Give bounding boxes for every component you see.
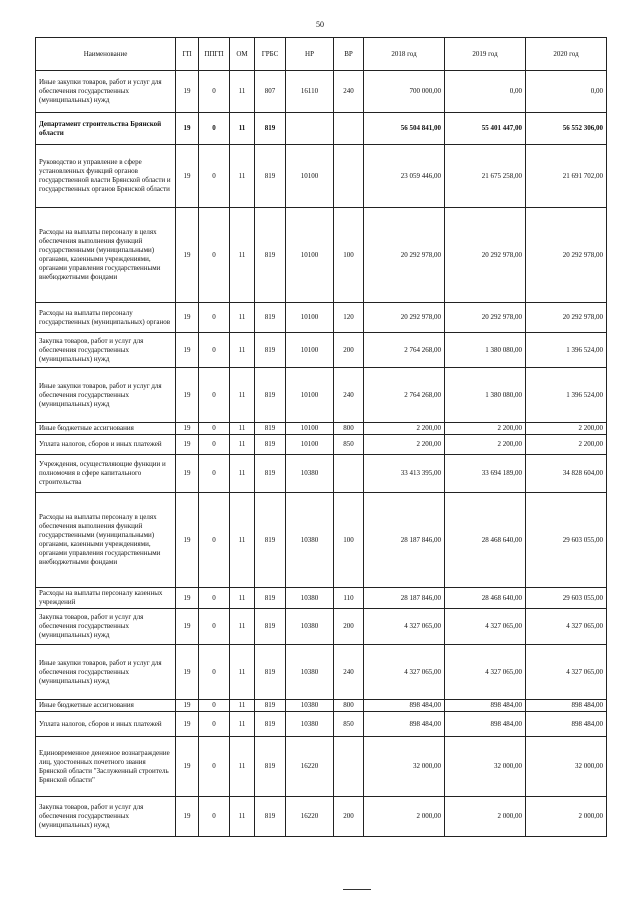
row-vr — [334, 455, 364, 493]
row-vr: 850 — [334, 712, 364, 737]
row-2018: 2 200,00 — [364, 423, 445, 435]
row-nr: 10100 — [286, 423, 334, 435]
row-vr — [334, 113, 364, 145]
row-nr: 10100 — [286, 145, 334, 208]
row-2018: 898 484,00 — [364, 700, 445, 712]
row-vr: 800 — [334, 700, 364, 712]
row-nr: 10100 — [286, 208, 334, 303]
row-ppgp: 0 — [199, 609, 230, 645]
page-number: 50 — [316, 20, 324, 29]
row-om: 11 — [230, 423, 255, 435]
row-grbs: 819 — [255, 700, 286, 712]
row-name: Уплата налогов, сборов и иных платежей — [36, 435, 176, 455]
row-2018: 4 327 065,00 — [364, 645, 445, 700]
row-grbs: 819 — [255, 712, 286, 737]
row-ppgp: 0 — [199, 455, 230, 493]
row-gp: 19 — [176, 303, 199, 333]
row-name: Иные закупки товаров, работ и услуг для обеспечения государственных (муниципальных) нужд — [36, 645, 176, 700]
row-2018: 2 000,00 — [364, 797, 445, 837]
row-2018: 2 764 268,00 — [364, 333, 445, 368]
table-body — [36, 71, 607, 837]
row-om: 11 — [230, 712, 255, 737]
row-om: 11 — [230, 700, 255, 712]
row-2019: 4 327 065,00 — [445, 609, 526, 645]
table-row — [36, 71, 607, 113]
table-row — [36, 493, 607, 588]
row-grbs: 819 — [255, 588, 286, 609]
row-ppgp: 0 — [199, 712, 230, 737]
row-gp: 19 — [176, 455, 199, 493]
row-grbs: 819 — [255, 493, 286, 588]
row-2018: 23 059 446,00 — [364, 145, 445, 208]
row-name: Закупка товаров, работ и услуг для обеспечения государственных (муниципальных) нужд — [36, 797, 176, 837]
row-om: 11 — [230, 303, 255, 333]
row-ppgp: 0 — [199, 303, 230, 333]
row-2020: 20 292 978,00 — [526, 208, 607, 303]
budget-table — [35, 37, 607, 837]
row-om: 11 — [230, 737, 255, 797]
row-2020: 4 327 065,00 — [526, 609, 607, 645]
row-2020: 32 000,00 — [526, 737, 607, 797]
row-gp: 19 — [176, 797, 199, 837]
row-nr: 16220 — [286, 737, 334, 797]
header-ppgp: ППГП — [199, 38, 230, 71]
row-gp: 19 — [176, 208, 199, 303]
row-gp: 19 — [176, 700, 199, 712]
row-nr: 10380 — [286, 645, 334, 700]
row-2019: 20 292 978,00 — [445, 208, 526, 303]
row-grbs: 819 — [255, 303, 286, 333]
row-om: 11 — [230, 71, 255, 113]
row-grbs: 819 — [255, 435, 286, 455]
table-row — [36, 712, 607, 737]
header-vr: ВР — [334, 38, 364, 71]
row-ppgp: 0 — [199, 423, 230, 435]
row-grbs: 819 — [255, 145, 286, 208]
row-name: Единовременное денежное вознаграждение лиц, удостоенных почетного звания Брянской области "Заслуженный строитель Брянской области" — [36, 737, 176, 797]
row-2020: 56 552 306,00 — [526, 113, 607, 145]
row-vr: 120 — [334, 303, 364, 333]
row-2020: 21 691 702,00 — [526, 145, 607, 208]
table-row — [36, 797, 607, 837]
row-2020: 29 603 055,00 — [526, 493, 607, 588]
row-name: Руководство и управление в сфере установленных функций органов государственной власти Брянской области и государственных органов Брянской области — [36, 145, 176, 208]
table-row — [36, 737, 607, 797]
row-vr: 100 — [334, 208, 364, 303]
row-om: 11 — [230, 493, 255, 588]
row-gp: 19 — [176, 71, 199, 113]
header-row — [36, 38, 607, 71]
row-om: 11 — [230, 208, 255, 303]
row-2020: 2 000,00 — [526, 797, 607, 837]
row-2019: 898 484,00 — [445, 700, 526, 712]
row-2018: 2 764 268,00 — [364, 368, 445, 423]
row-vr — [334, 145, 364, 208]
row-name: Иные бюджетные ассигнования — [36, 700, 176, 712]
row-2018: 20 292 978,00 — [364, 303, 445, 333]
header-grbs: ГРБС — [255, 38, 286, 71]
row-gp: 19 — [176, 368, 199, 423]
row-2020: 898 484,00 — [526, 700, 607, 712]
row-2019: 33 694 189,00 — [445, 455, 526, 493]
header-gp: ГП — [176, 38, 199, 71]
row-vr — [334, 737, 364, 797]
row-2019: 2 200,00 — [445, 423, 526, 435]
row-nr: 10380 — [286, 700, 334, 712]
row-om: 11 — [230, 333, 255, 368]
row-vr: 240 — [334, 645, 364, 700]
row-nr: 16220 — [286, 797, 334, 837]
table-row — [36, 423, 607, 435]
row-2019: 2 000,00 — [445, 797, 526, 837]
row-grbs: 819 — [255, 368, 286, 423]
row-grbs: 819 — [255, 113, 286, 145]
table-row — [36, 208, 607, 303]
row-om: 11 — [230, 113, 255, 145]
row-om: 11 — [230, 797, 255, 837]
table-row — [36, 645, 607, 700]
row-vr: 200 — [334, 333, 364, 368]
row-ppgp: 0 — [199, 145, 230, 208]
row-2020: 2 200,00 — [526, 423, 607, 435]
table-row — [36, 145, 607, 208]
row-2019: 1 380 080,00 — [445, 333, 526, 368]
row-gp: 19 — [176, 145, 199, 208]
header-nr: НР — [286, 38, 334, 71]
row-2019: 55 401 447,00 — [445, 113, 526, 145]
row-name: Иные закупки товаров, работ и услуг для обеспечения государственных (муниципальных) нужд — [36, 368, 176, 423]
row-grbs: 807 — [255, 71, 286, 113]
row-2019: 2 200,00 — [445, 435, 526, 455]
row-2019: 21 675 258,00 — [445, 145, 526, 208]
row-nr: 10380 — [286, 455, 334, 493]
row-om: 11 — [230, 609, 255, 645]
row-nr: 16110 — [286, 71, 334, 113]
row-vr: 800 — [334, 423, 364, 435]
row-2020: 1 396 524,00 — [526, 333, 607, 368]
row-2018: 4 327 065,00 — [364, 609, 445, 645]
row-2018: 700 000,00 — [364, 71, 445, 113]
row-name: Закупка товаров, работ и услуг для обеспечения государственных (муниципальных) нужд — [36, 333, 176, 368]
row-om: 11 — [230, 455, 255, 493]
row-grbs: 819 — [255, 423, 286, 435]
row-nr: 10380 — [286, 493, 334, 588]
row-grbs: 819 — [255, 737, 286, 797]
row-2020: 20 292 978,00 — [526, 303, 607, 333]
row-grbs: 819 — [255, 797, 286, 837]
row-gp: 19 — [176, 333, 199, 368]
row-2019: 20 292 978,00 — [445, 303, 526, 333]
row-vr: 850 — [334, 435, 364, 455]
row-gp: 19 — [176, 588, 199, 609]
row-name: Расходы на выплаты персоналу казенных учреждений — [36, 588, 176, 609]
header-2020: 2020 год — [526, 38, 607, 71]
table-row — [36, 113, 607, 145]
row-2018: 32 000,00 — [364, 737, 445, 797]
row-vr: 240 — [334, 368, 364, 423]
row-2018: 2 200,00 — [364, 435, 445, 455]
row-name: Расходы на выплаты персоналу государственных (муниципальных) органов — [36, 303, 176, 333]
row-om: 11 — [230, 588, 255, 609]
row-2020: 34 828 604,00 — [526, 455, 607, 493]
row-ppgp: 0 — [199, 113, 230, 145]
row-gp: 19 — [176, 423, 199, 435]
row-grbs: 819 — [255, 455, 286, 493]
row-om: 11 — [230, 435, 255, 455]
table-row — [36, 609, 607, 645]
row-2019: 898 484,00 — [445, 712, 526, 737]
row-gp: 19 — [176, 113, 199, 145]
row-om: 11 — [230, 368, 255, 423]
row-ppgp: 0 — [199, 645, 230, 700]
row-grbs: 819 — [255, 208, 286, 303]
row-ppgp: 0 — [199, 588, 230, 609]
row-ppgp: 0 — [199, 71, 230, 113]
row-nr: 10380 — [286, 588, 334, 609]
row-2019: 0,00 — [445, 71, 526, 113]
header-om: ОМ — [230, 38, 255, 71]
row-2020: 898 484,00 — [526, 712, 607, 737]
table-row — [36, 588, 607, 609]
row-grbs: 819 — [255, 609, 286, 645]
table-row — [36, 333, 607, 368]
row-2018: 898 484,00 — [364, 712, 445, 737]
row-2019: 28 468 640,00 — [445, 493, 526, 588]
header-2019: 2019 год — [445, 38, 526, 71]
row-2019: 1 380 080,00 — [445, 368, 526, 423]
row-gp: 19 — [176, 737, 199, 797]
row-2020: 4 327 065,00 — [526, 645, 607, 700]
row-name: Учреждения, осуществляющие функции и полномочия в сфере капитального строительства — [36, 455, 176, 493]
row-2020: 2 200,00 — [526, 435, 607, 455]
row-gp: 19 — [176, 493, 199, 588]
row-ppgp: 0 — [199, 700, 230, 712]
row-gp: 19 — [176, 712, 199, 737]
row-ppgp: 0 — [199, 208, 230, 303]
row-nr: 10380 — [286, 712, 334, 737]
row-ppgp: 0 — [199, 368, 230, 423]
row-gp: 19 — [176, 645, 199, 700]
row-name: Иные бюджетные ассигнования — [36, 423, 176, 435]
row-name: Закупка товаров, работ и услуг для обеспечения государственных (муниципальных) нужд — [36, 609, 176, 645]
row-ppgp: 0 — [199, 333, 230, 368]
row-name: Расходы на выплаты персоналу в целях обеспечения выполнения функций государственными (муниципальными) органами, казенными учреждениями, органами управления государственными внебюджетными фондами — [36, 208, 176, 303]
table-row — [36, 435, 607, 455]
row-2019: 28 468 640,00 — [445, 588, 526, 609]
row-ppgp: 0 — [199, 797, 230, 837]
row-2018: 33 413 395,00 — [364, 455, 445, 493]
row-nr: 10100 — [286, 333, 334, 368]
table-row — [36, 455, 607, 493]
row-grbs: 819 — [255, 333, 286, 368]
row-2018: 28 187 846,00 — [364, 588, 445, 609]
row-2018: 28 187 846,00 — [364, 493, 445, 588]
row-gp: 19 — [176, 609, 199, 645]
row-ppgp: 0 — [199, 493, 230, 588]
row-name: Расходы на выплаты персоналу в целях обеспечения выполнения функций государственными (муниципальными) органами, казенными учреждениями, органами управления государственными внебюджетными фондами — [36, 493, 176, 588]
row-name: Департамент строительства Брянской области — [36, 113, 176, 145]
row-vr: 240 — [334, 71, 364, 113]
row-vr: 200 — [334, 797, 364, 837]
row-vr: 100 — [334, 493, 364, 588]
row-nr: 10100 — [286, 368, 334, 423]
row-gp: 19 — [176, 435, 199, 455]
bottom-mark — [343, 889, 371, 890]
row-grbs: 819 — [255, 645, 286, 700]
row-2018: 20 292 978,00 — [364, 208, 445, 303]
row-om: 11 — [230, 645, 255, 700]
header-name: Наименование — [36, 38, 176, 71]
table-row — [36, 303, 607, 333]
row-nr: 10100 — [286, 435, 334, 455]
row-ppgp: 0 — [199, 435, 230, 455]
row-2019: 4 327 065,00 — [445, 645, 526, 700]
row-name: Уплата налогов, сборов и иных платежей — [36, 712, 176, 737]
row-vr: 110 — [334, 588, 364, 609]
header-2018: 2018 год — [364, 38, 445, 71]
table-row — [36, 368, 607, 423]
row-2020: 0,00 — [526, 71, 607, 113]
row-2020: 29 603 055,00 — [526, 588, 607, 609]
row-2018: 56 504 841,00 — [364, 113, 445, 145]
row-om: 11 — [230, 145, 255, 208]
row-2020: 1 396 524,00 — [526, 368, 607, 423]
row-nr — [286, 113, 334, 145]
row-name: Иные закупки товаров, работ и услуг для обеспечения государственных (муниципальных) нужд — [36, 71, 176, 113]
row-vr: 200 — [334, 609, 364, 645]
row-2019: 32 000,00 — [445, 737, 526, 797]
row-nr: 10380 — [286, 609, 334, 645]
table-row — [36, 700, 607, 712]
row-ppgp: 0 — [199, 737, 230, 797]
row-nr: 10100 — [286, 303, 334, 333]
